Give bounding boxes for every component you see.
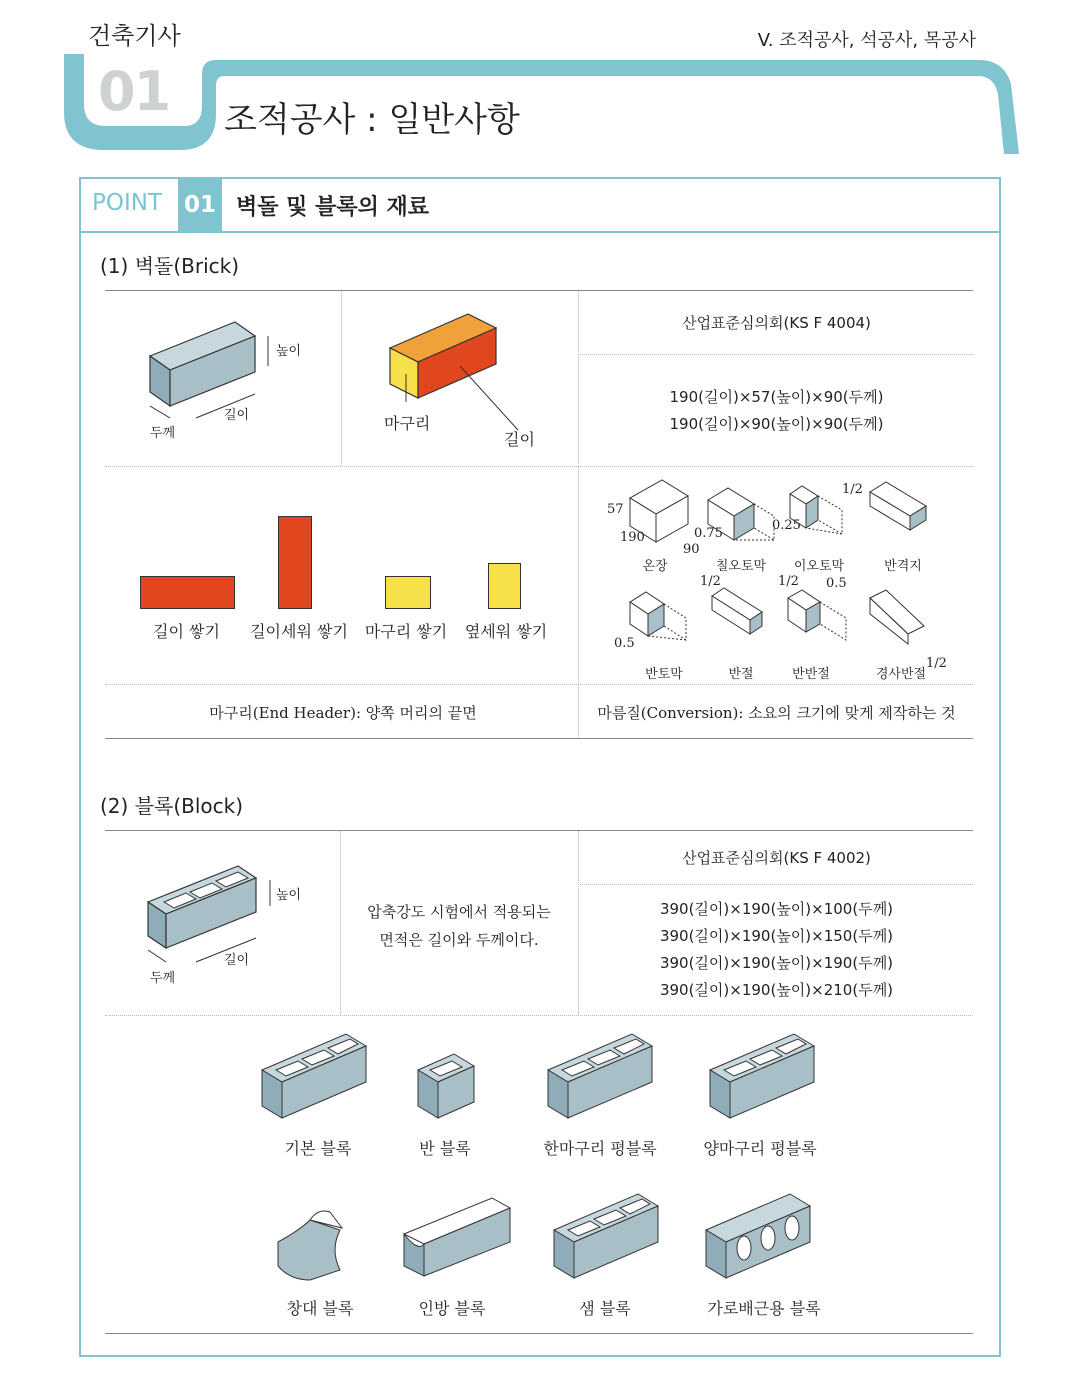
cut-label-1: 온장 <box>642 559 668 574</box>
block-types-row-2 <box>270 1190 830 1285</box>
divider <box>580 354 973 355</box>
brick-size-1: 190(길이)×57(높이)×90(두께) <box>669 388 884 406</box>
block-size-2: 390(길이)×190(높이)×150(두께) <box>659 927 894 945</box>
cut-label-7: 반반절 <box>792 667 830 682</box>
block-note <box>344 898 574 954</box>
point-number: 01 <box>178 179 222 231</box>
laying-label-3: 마구리 쌓기 <box>364 622 448 641</box>
block-dim-height-label: 높이 <box>276 888 302 903</box>
cut-label-3: 이오토막 <box>793 559 845 574</box>
divider <box>341 291 342 466</box>
brick-note-conversion: 마름질(Conversion): 소요의 크기에 맞게 제작하는 것 <box>597 704 956 722</box>
stretcher-course-shape <box>140 576 235 609</box>
block-note-line-1: 압축강도 시험에서 적용되는 <box>367 903 551 921</box>
section-path: V. 조적공사, 석공사, 목공사 <box>757 30 976 51</box>
dim-height-label: 높이 <box>276 344 302 359</box>
header-course-shape <box>385 576 431 609</box>
length-label: 길이 <box>504 430 535 449</box>
book-title: 건축기사 <box>88 22 181 50</box>
divider <box>578 291 579 738</box>
block-type-4: 양마구리 평블록 <box>703 1139 817 1158</box>
divider <box>105 1015 973 1016</box>
end-label: 마구리 <box>384 414 431 433</box>
cut-num-half-2: 1/2 <box>700 574 721 589</box>
rowlock-course-shape <box>488 563 521 609</box>
cut-num-57: 57 <box>607 502 624 517</box>
cut-num-90: 90 <box>683 542 700 557</box>
brick-heading: (1) 벽돌(Brick) <box>100 254 240 278</box>
brick-sizes <box>580 384 973 438</box>
brick-standard: 산업표준심의회(KS F 4004) <box>682 314 871 332</box>
cut-num-05-2: 0.5 <box>614 636 635 651</box>
laying-label-1: 길이 쌓기 <box>153 622 220 641</box>
block-type-6: 인방 블록 <box>418 1299 486 1318</box>
cut-label-4: 반격지 <box>884 559 922 574</box>
block-type-2: 반 블록 <box>419 1139 471 1158</box>
laying-label-2: 길이세워 쌓기 <box>250 622 348 641</box>
block-size-1: 390(길이)×190(높이)×100(두께) <box>659 900 894 918</box>
divider <box>340 831 341 1015</box>
block-type-1: 기본 블록 <box>284 1139 352 1158</box>
block-types-row-1 <box>258 1030 838 1125</box>
cut-label-5: 반토막 <box>645 667 683 682</box>
divider <box>105 738 973 739</box>
cut-label-2: 칠오토막 <box>715 559 767 574</box>
block-note-line-2: 면적은 길이와 두께이다. <box>379 931 539 949</box>
divider <box>105 830 973 831</box>
cut-label-6: 반절 <box>728 667 754 682</box>
divider <box>105 684 973 685</box>
block-heading: (2) 블록(Block) <box>100 794 244 818</box>
block-size-4: 390(길이)×190(높이)×210(두께) <box>659 981 894 999</box>
divider <box>578 831 579 1015</box>
cut-num-075: 0.75 <box>694 526 723 541</box>
cut-num-190: 190 <box>620 530 645 545</box>
block-type-5: 창대 블록 <box>286 1299 354 1318</box>
divider <box>105 1333 973 1334</box>
dim-length-label: 길이 <box>224 408 250 423</box>
brick-size-2: 190(길이)×90(높이)×90(두께) <box>669 415 884 433</box>
divider <box>105 466 973 467</box>
brick-note-end-header: 마구리(End Header): 양쪽 머리의 끝면 <box>209 704 477 722</box>
point-title: 벽돌 및 블록의 재료 <box>236 195 429 220</box>
cut-bricks-row-2 <box>612 584 952 664</box>
block-dim-length-label: 길이 <box>224 953 250 968</box>
cut-num-025: 0.25 <box>772 518 801 533</box>
chapter-title: 조적공사 : 일반사항 <box>224 100 520 140</box>
block-size-3: 390(길이)×190(높이)×190(두께) <box>659 954 894 972</box>
block-type-8: 가로배근용 블록 <box>707 1299 821 1318</box>
brick-header-diagram <box>388 312 508 402</box>
divider <box>580 884 973 885</box>
laying-label-4: 옆세워 쌓기 <box>464 622 548 641</box>
cut-num-05: 0.5 <box>826 576 847 591</box>
block-type-3: 한마구리 평블록 <box>543 1139 657 1158</box>
cut-num-half: 1/2 <box>842 482 863 497</box>
chapter-number: 01 <box>98 60 170 123</box>
divider <box>105 290 973 291</box>
cut-num-half-3: 1/2 <box>778 574 799 589</box>
cut-num-half-4: 1/2 <box>926 656 947 671</box>
dim-thickness-label: 두께 <box>150 426 176 441</box>
block-dim-thickness-label: 두께 <box>150 971 176 986</box>
chapter-header-band <box>64 54 1019 154</box>
block-standard: 산업표준심의회(KS F 4002) <box>682 849 871 867</box>
block-sizes <box>580 896 973 1004</box>
cut-label-8: 경사반절 <box>875 667 927 682</box>
block-type-7: 샘 블록 <box>579 1299 631 1318</box>
point-label: POINT <box>92 190 163 216</box>
soldier-course-shape <box>278 516 312 609</box>
